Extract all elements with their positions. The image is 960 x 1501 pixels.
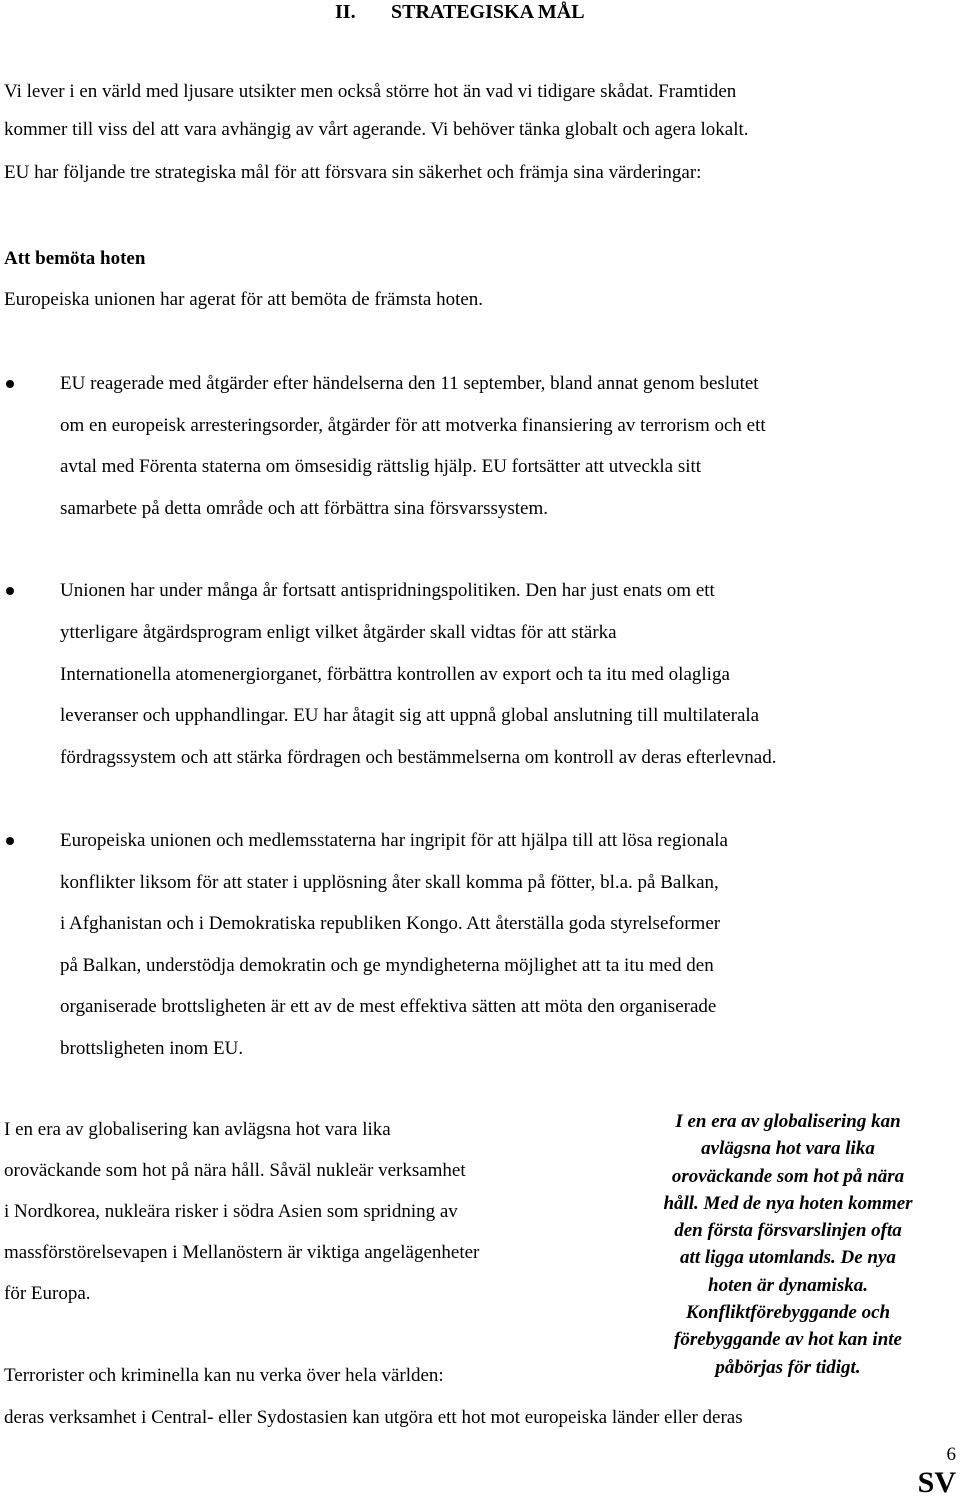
subsection-title: Att bemöta hoten bbox=[4, 248, 146, 269]
pull-quote-line: att ligga utomlands. De nya bbox=[680, 1247, 896, 1269]
bullet-1-line: avtal med Förenta staterna om ömsesidig rättslig hjälp. EU fortsätter att utveckla sitt bbox=[60, 456, 702, 477]
bullet-2-line: Unionen har under många år fortsatt antispridningspolitiken. Den har just enats om ett bbox=[60, 580, 715, 601]
bullet-2-line: ytterligare åtgärdsprogram enligt vilket åtgärder skall vidtas för att stärka bbox=[60, 622, 617, 643]
pull-quote-line: avlägsna hot vara lika bbox=[701, 1138, 875, 1160]
bullet-1-line: samarbete på detta område och att förbättra sina försvarssystem. bbox=[60, 498, 549, 519]
intro-line: kommer till viss del att vara avhängig av vårt agerande. Vi behöver tänka globalt och agera lokalt. bbox=[4, 119, 749, 140]
bullet-3-line: i Afghanistan och i Demokratiska republiken Kongo. Att återställa goda styrelseformer bbox=[60, 913, 721, 934]
language-code: SV bbox=[917, 1466, 956, 1499]
globalisation-line: för Europa. bbox=[4, 1283, 91, 1304]
intro-line: Vi lever i en värld med ljusare utsikter men också större hot än vad vi tidigare skådat. Framtiden bbox=[4, 81, 737, 102]
pull-quote-line: Konfliktförebyggande och bbox=[685, 1302, 891, 1324]
bullet-marker bbox=[6, 587, 14, 595]
section-heading bbox=[335, 1, 585, 24]
bullet-2-line: leveranser och upphandlingar. EU har åtagit sig att uppnå global anslutning till multilaterala bbox=[60, 705, 760, 726]
bullet-3-line: konflikter liksom för att stater i upplösning åter skall komma på fötter, bl.a. på Balkan, bbox=[60, 872, 719, 893]
globalisation-line: oroväckande som hot på nära håll. Såväl nukleär verksamhet bbox=[4, 1160, 466, 1181]
bullet-1-line: EU reagerade med åtgärder efter händelserna den 11 september, bland annat genom beslutet bbox=[60, 373, 759, 394]
subsection-lead: Europeiska unionen har agerat för att bemöta de främsta hoten. bbox=[4, 289, 484, 310]
pull-quote-line: den första försvarslinjen ofta bbox=[674, 1220, 902, 1242]
intro-line: EU har följande tre strategiska mål för att försvara sin säkerhet och främja sina värderingar: bbox=[4, 162, 702, 183]
bullet-3-line: på Balkan, understödja demokratin och ge myndigheterna möjlighet att ta itu med den bbox=[60, 955, 714, 976]
bullet-2-line: Internationella atomenergiorganet, förbättra kontrollen av export och ta itu med olagliga bbox=[60, 664, 730, 685]
pull-quote-line: hoten är dynamiska. bbox=[708, 1274, 868, 1296]
pull-quote-line: oroväckande som hot på nära bbox=[671, 1165, 905, 1187]
section-title: STRATEGISKA MÅL bbox=[391, 1, 585, 23]
globalisation-line: i Nordkorea, nukleära risker i södra Asien som spridning av bbox=[4, 1201, 458, 1222]
pull-quote-line: påbörjas för tidigt. bbox=[715, 1356, 861, 1378]
pull-quote-line: I en era av globalisering kan bbox=[675, 1111, 901, 1132]
globalisation-line: massförstörelsevapen i Mellanöstern är viktiga angelägenheter bbox=[4, 1242, 480, 1263]
bullet-2-line: fördragssystem och att stärka fördragen och bestämmelserna om kontroll av deras efterlevnad. bbox=[60, 747, 777, 768]
bullet-marker bbox=[6, 380, 14, 388]
globalisation-line: I en era av globalisering kan avlägsna hot vara lika bbox=[4, 1119, 391, 1140]
page-number: 6 bbox=[946, 1444, 956, 1465]
pull-quote-line: håll. Med de nya hoten kommer bbox=[663, 1192, 913, 1214]
terror-line: Terrorister och kriminella kan nu verka över hela världen: bbox=[4, 1365, 444, 1386]
bullet-marker bbox=[6, 837, 14, 845]
bullet-3-line: brottsligheten inom EU. bbox=[60, 1038, 244, 1059]
section-number: II. bbox=[335, 1, 356, 23]
terror-line: deras verksamhet i Central- eller Sydostasien kan utgöra ett hot mot europeiska länder eller deras bbox=[4, 1407, 743, 1428]
bullet-1-line: om en europeisk arresteringsorder, åtgärder för att motverka finansiering av terrorism och ett bbox=[60, 415, 766, 436]
bullet-3-line: organiserade brottsligheten är ett av de mest effektiva sätten att möta den organiserade bbox=[60, 996, 717, 1017]
bullet-3-line: Europeiska unionen och medlemsstaterna har ingripit för att hjälpa till att lösa regionala bbox=[60, 830, 728, 851]
pull-quote bbox=[618, 1108, 958, 1381]
pull-quote-line: förebyggande av hot kan inte bbox=[674, 1329, 902, 1351]
